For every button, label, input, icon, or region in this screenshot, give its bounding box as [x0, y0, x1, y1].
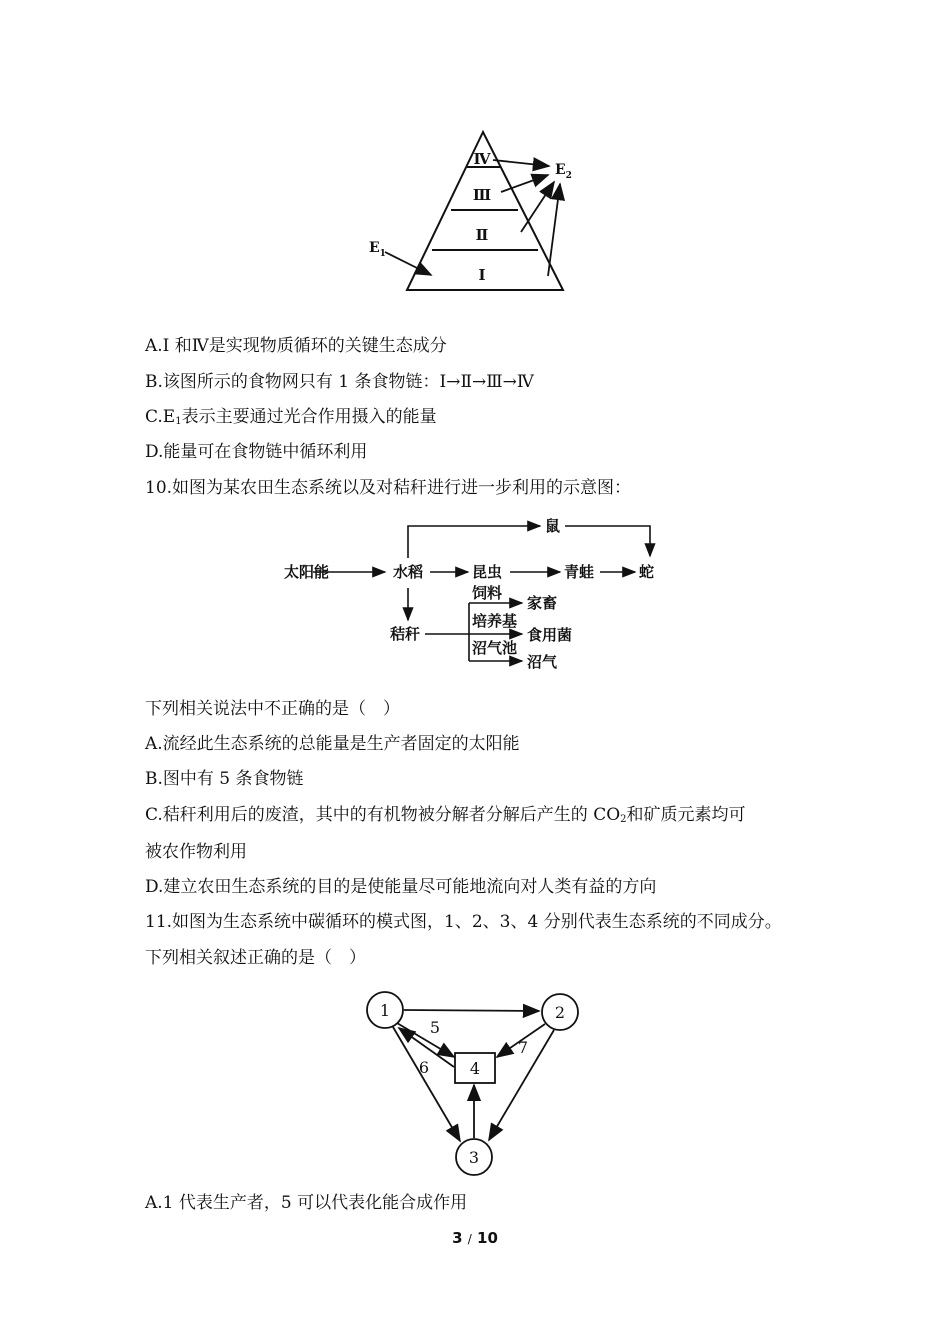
page-current: 3	[452, 1229, 463, 1247]
label-digester: 沼气池	[472, 639, 518, 657]
node-snake: 蛇	[639, 563, 655, 581]
q10-question: 下列相关说法中不正确的是（ ）	[145, 699, 400, 719]
node-biogas: 沼气	[527, 653, 558, 671]
arrow-7-label: 7	[517, 1038, 529, 1057]
q10-stem: 10.如图为某农田生态系统以及对秸秆进行进一步利用的示意图：	[145, 478, 632, 498]
q10-option-c-continued: 被农作物利用	[145, 842, 247, 862]
q9-option-a: A.Ⅰ 和Ⅳ是实现物质循环的关键生态成分	[145, 336, 447, 356]
node-3-label: 3	[468, 1148, 480, 1167]
node-frog: 青蛙	[564, 563, 595, 581]
node-livestock: 家畜	[527, 594, 558, 612]
energy-pyramid-figure	[355, 122, 585, 297]
q9-option-c: $C.E_1$表示主要通过光合作用摄入的能量	[145, 407, 437, 427]
node-sun: 太阳能	[284, 563, 330, 581]
level-iii-label: Ⅲ	[472, 186, 492, 204]
q10-option-d: D.建立农田生态系统的目的是使能量尽可能地流向对人类有益的方向	[145, 877, 657, 897]
i-to-e2-arrow	[548, 184, 560, 276]
e1-label: $E_1$	[369, 240, 386, 259]
label-feed: 饲料	[472, 584, 503, 602]
page-total: 10	[477, 1229, 498, 1247]
node-2-label: 2	[554, 1003, 566, 1022]
page-separator: /	[467, 1232, 472, 1246]
arrow-6-label: 6	[418, 1058, 430, 1077]
node-insect: 昆虫	[472, 563, 503, 581]
node-fungus: 食用菌	[527, 626, 573, 644]
q9-option-b: B.该图所示的食物网只有 1 条食物链：Ⅰ→Ⅱ→Ⅲ→Ⅳ	[145, 372, 534, 392]
q10-option-b: B.图中有 5 条食物链	[145, 769, 304, 789]
level-i-label: Ⅰ	[478, 266, 486, 284]
farmland-ecosystem-figure	[275, 510, 675, 680]
node-straw: 秸秆	[390, 625, 421, 643]
arrow-5-label: 5	[429, 1018, 441, 1037]
node-mouse: 鼠	[545, 517, 561, 535]
label-medium: 培养基	[472, 612, 518, 630]
node-4-label: 4	[469, 1059, 481, 1078]
level-iv-label: Ⅳ	[473, 150, 491, 168]
node-rice: 水稻	[393, 563, 424, 581]
page-number	[0, 1229, 950, 1247]
ii-to-e2-arrow	[521, 182, 554, 232]
node-1-label: 1	[379, 1001, 391, 1020]
level-ii-label: Ⅱ	[475, 226, 489, 244]
iv-to-e2-arrow	[493, 160, 549, 166]
e2-label: $E_2$	[555, 162, 572, 181]
carbon-cycle-figure	[355, 985, 595, 1180]
q9-option-d: D.能量可在食物链中循环利用	[145, 442, 368, 462]
q10-option-a: A.流经此生态系统的总能量是生产者固定的太阳能	[145, 734, 520, 754]
q10-option-c: C.秸秆利用后的废渣，其中的有机物被分解者分解后产生的 $CO_2$和矿质元素均可	[145, 805, 746, 825]
q11-stem: 11.如图为生态系统中碳循环的模式图，1、2、3、4 分别代表生态系统的不同成分。	[145, 912, 782, 932]
q11-option-a: A.1 代表生产者，5 可以代表化能合成作用	[145, 1193, 468, 1213]
q11-question: 下列相关叙述正确的是（ ）	[145, 948, 366, 968]
